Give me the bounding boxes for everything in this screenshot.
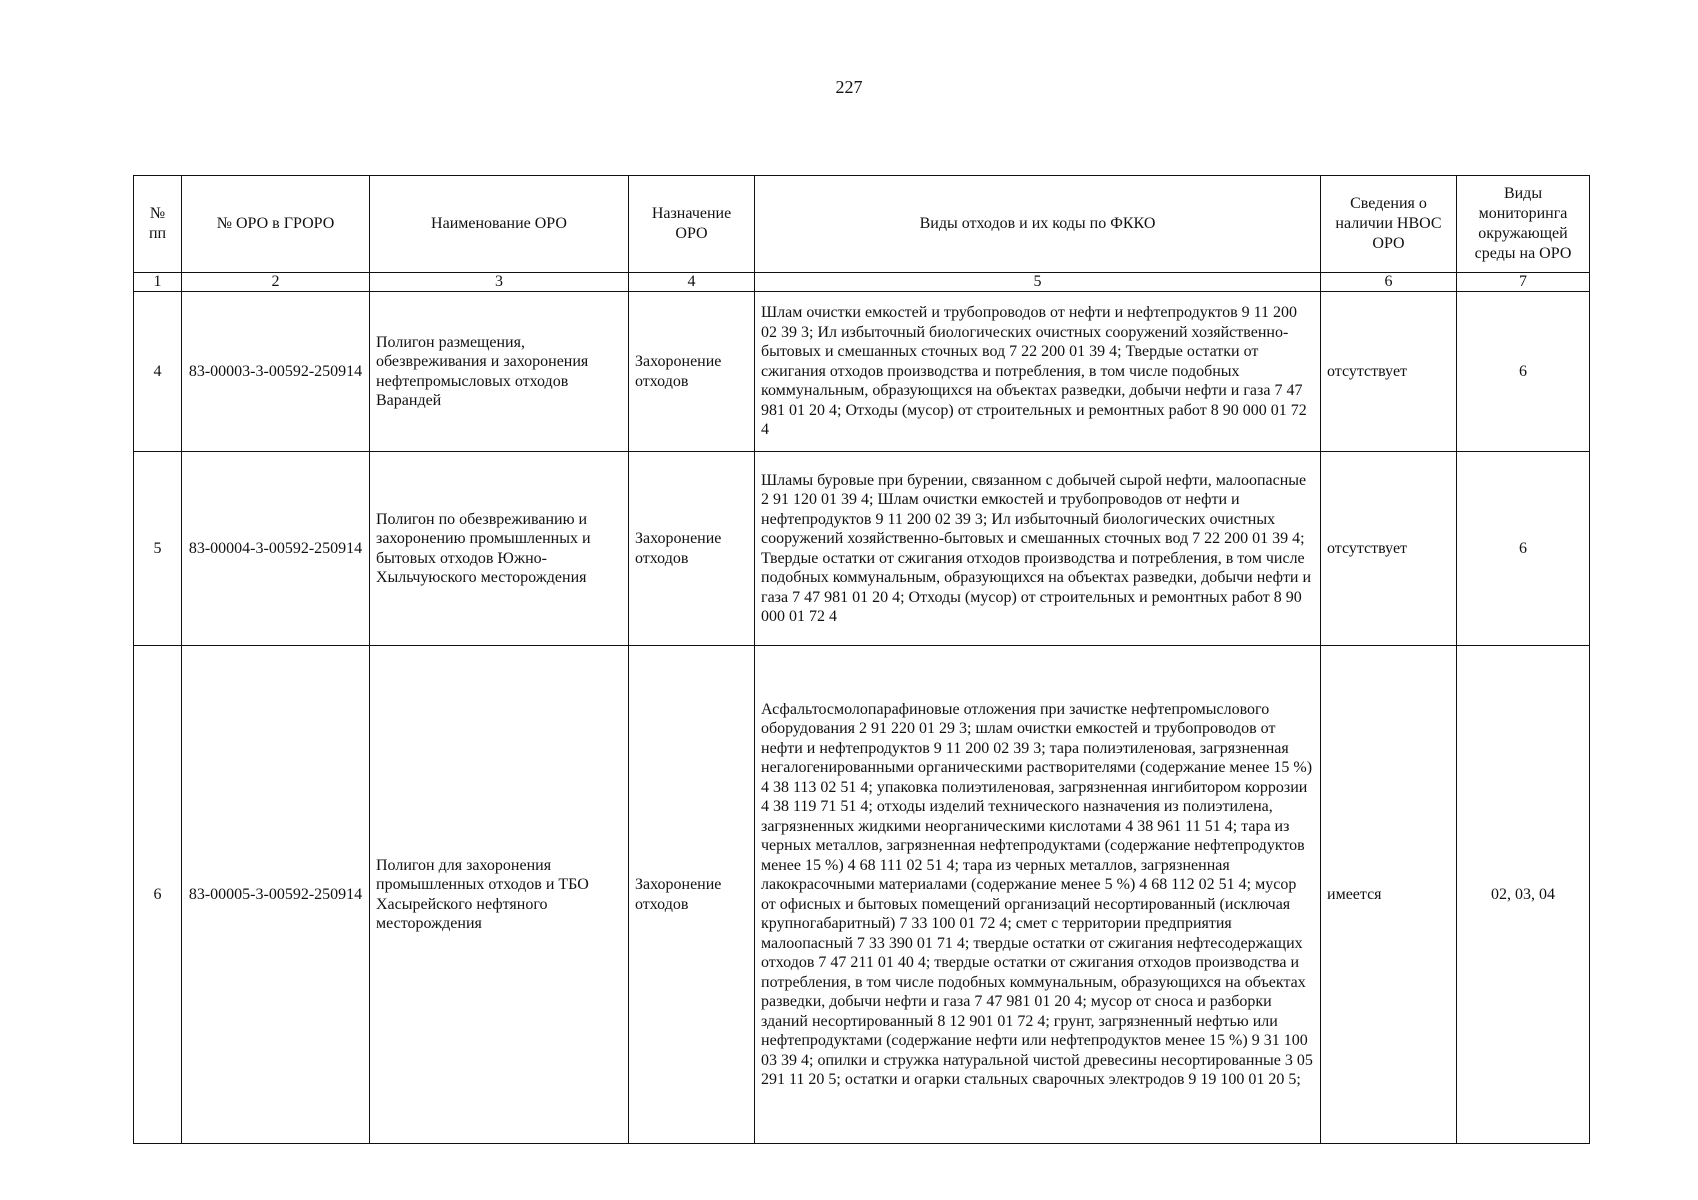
header-cell-monitoring: Виды мониторинга окружающей среды на ОРО	[1457, 176, 1590, 273]
column-number: 2	[182, 273, 370, 292]
page-number: 227	[835, 77, 863, 97]
monitoring-types: 02, 03, 04	[1457, 646, 1590, 1144]
groro-number: 83-00005-3-00592-250914	[182, 646, 370, 1144]
waste-types: Шламы буровые при бурении, связанном с добычей сырой нефти, малоопасные 2 91 120 01 39 4; Шлам очистки емкостей и трубопроводов от нефти и нефтепродуктов 9 11 200 02 39 3; Ил избыточный биологических очистных сооружений хозяйственно-бытовых и смешанных сточных вод 7 22 200 01 39 4; Твердые остатки от сжигания отходов производства и потребления, в том числе подобных коммунальным, образующихся на объектах разведки, добычи нефти и газа 7 47 981 01 20 4; Отходы (мусор) от строительных и ремонтных работ 8 90 000 01 72 4	[755, 452, 1321, 646]
column-number-row	[134, 273, 1590, 292]
table-row	[134, 292, 1590, 452]
header-row	[134, 176, 1590, 273]
column-number: 6	[1321, 273, 1457, 292]
column-number: 5	[755, 273, 1321, 292]
facility-name: Полигон размещения, обезвреживания и захоронения нефтепромысловых отходов Варандей	[370, 292, 629, 452]
header-cell-purpose: Назначение ОРО	[629, 176, 755, 273]
column-number: 1	[134, 273, 182, 292]
row-number: 5	[134, 452, 182, 646]
nvos-info: имеется	[1321, 646, 1457, 1144]
nvos-info: отсутствует	[1321, 452, 1457, 646]
facility-purpose: Захоронение отходов	[629, 292, 755, 452]
column-number: 3	[370, 273, 629, 292]
monitoring-types: 6	[1457, 292, 1590, 452]
groro-number: 83-00004-3-00592-250914	[182, 452, 370, 646]
nvos-info: отсутствует	[1321, 292, 1457, 452]
column-number: 7	[1457, 273, 1590, 292]
row-number: 4	[134, 292, 182, 452]
header-cell-nvos: Сведения о наличии НВОС ОРО	[1321, 176, 1457, 273]
table-row	[134, 646, 1590, 1144]
waste-types: Шлам очистки емкостей и трубопроводов от нефти и нефтепродуктов 9 11 200 02 39 3; Ил избыточный биологических очистных сооружений хозяйственно-бытовых и смешанных сточных вод 7 22 200 01 39 4; Твердые остатки от сжигания отходов производства и потребления, в том числе подобных коммунальным, образующихся на объектах разведки, добычи нефти и газа 7 47 981 01 20 4; Отходы (мусор) от строительных и ремонтных работ 8 90 000 01 72 4	[755, 292, 1321, 452]
header-cell-name: Наименование ОРО	[370, 176, 629, 273]
waste-types: Асфальтосмолопарафиновые отложения при зачистке нефтепромыслового оборудования 2 91 220 01 29 3; шлам очистки емкостей и трубопроводов от нефти и нефтепродуктов 9 11 200 02 39 3; тара полиэтиленовая, загрязненная негалогенированными органическими растворителями (содержание менее 15 %) 4 38 113 02 51 4; упаковка полиэтиленовая, загрязненная ингибитором коррозии 4 38 119 71 51 4; отходы изделий технического назначения из полиэтилена, загрязненных жидкими неорганическими кислотами 4 38 961 11 51 4; тара из черных металлов, загрязненная нефтепродуктами (содержание нефтепродуктов менее 15 %) 4 68 111 02 51 4; тара из черных металлов, загрязненная лакокрасочными материалами (содержание менее 5 %) 4 68 112 02 51 4; мусор от офисных и бытовых помещений организаций несортированный (исключая крупногабаритный) 7 33 100 01 72 4; смет с территории предприятия малоопасный 7 33 390 01 71 4; твердые остатки от сжигания нефтесодержащих отходов 7 47 211 01 40 4; твердые остатки от сжигания отходов производства и потребления, в том числе подобных коммунальным, образующихся на объектах разведки, добычи нефти и газа 7 47 981 01 20 4; мусор от сноса и разборки зданий несортированный 8 12 901 01 72 4; грунт, загрязненный нефтью или нефтепродуктами (содержание нефти или нефтепродуктов менее 15 %) 9 31 100 03 39 4; опилки и стружка натуральной чистой древесины несортированные 3 05 291 11 20 5; остатки и огарки стальных сварочных электродов 9 19 100 01 20 5;	[755, 646, 1321, 1144]
row-number: 6	[134, 646, 182, 1144]
facility-name: Полигон по обезвреживанию и захоронению промышленных и бытовых отходов Южно-Хыльчуюского месторождения	[370, 452, 629, 646]
groro-number: 83-00003-3-00592-250914	[182, 292, 370, 452]
column-number: 4	[629, 273, 755, 292]
facility-purpose: Захоронение отходов	[629, 646, 755, 1144]
registry-table	[133, 175, 1590, 1144]
header-cell-waste: Виды отходов и их коды по ФККО	[755, 176, 1321, 273]
header-cell-groro: № ОРО в ГРОРО	[182, 176, 370, 273]
facility-name: Полигон для захоронения промышленных отходов и ТБО Хасырейского нефтяного месторождения	[370, 646, 629, 1144]
header-cell-num: № пп	[134, 176, 182, 273]
table-row	[134, 452, 1590, 646]
monitoring-types: 6	[1457, 452, 1590, 646]
facility-purpose: Захоронение отходов	[629, 452, 755, 646]
